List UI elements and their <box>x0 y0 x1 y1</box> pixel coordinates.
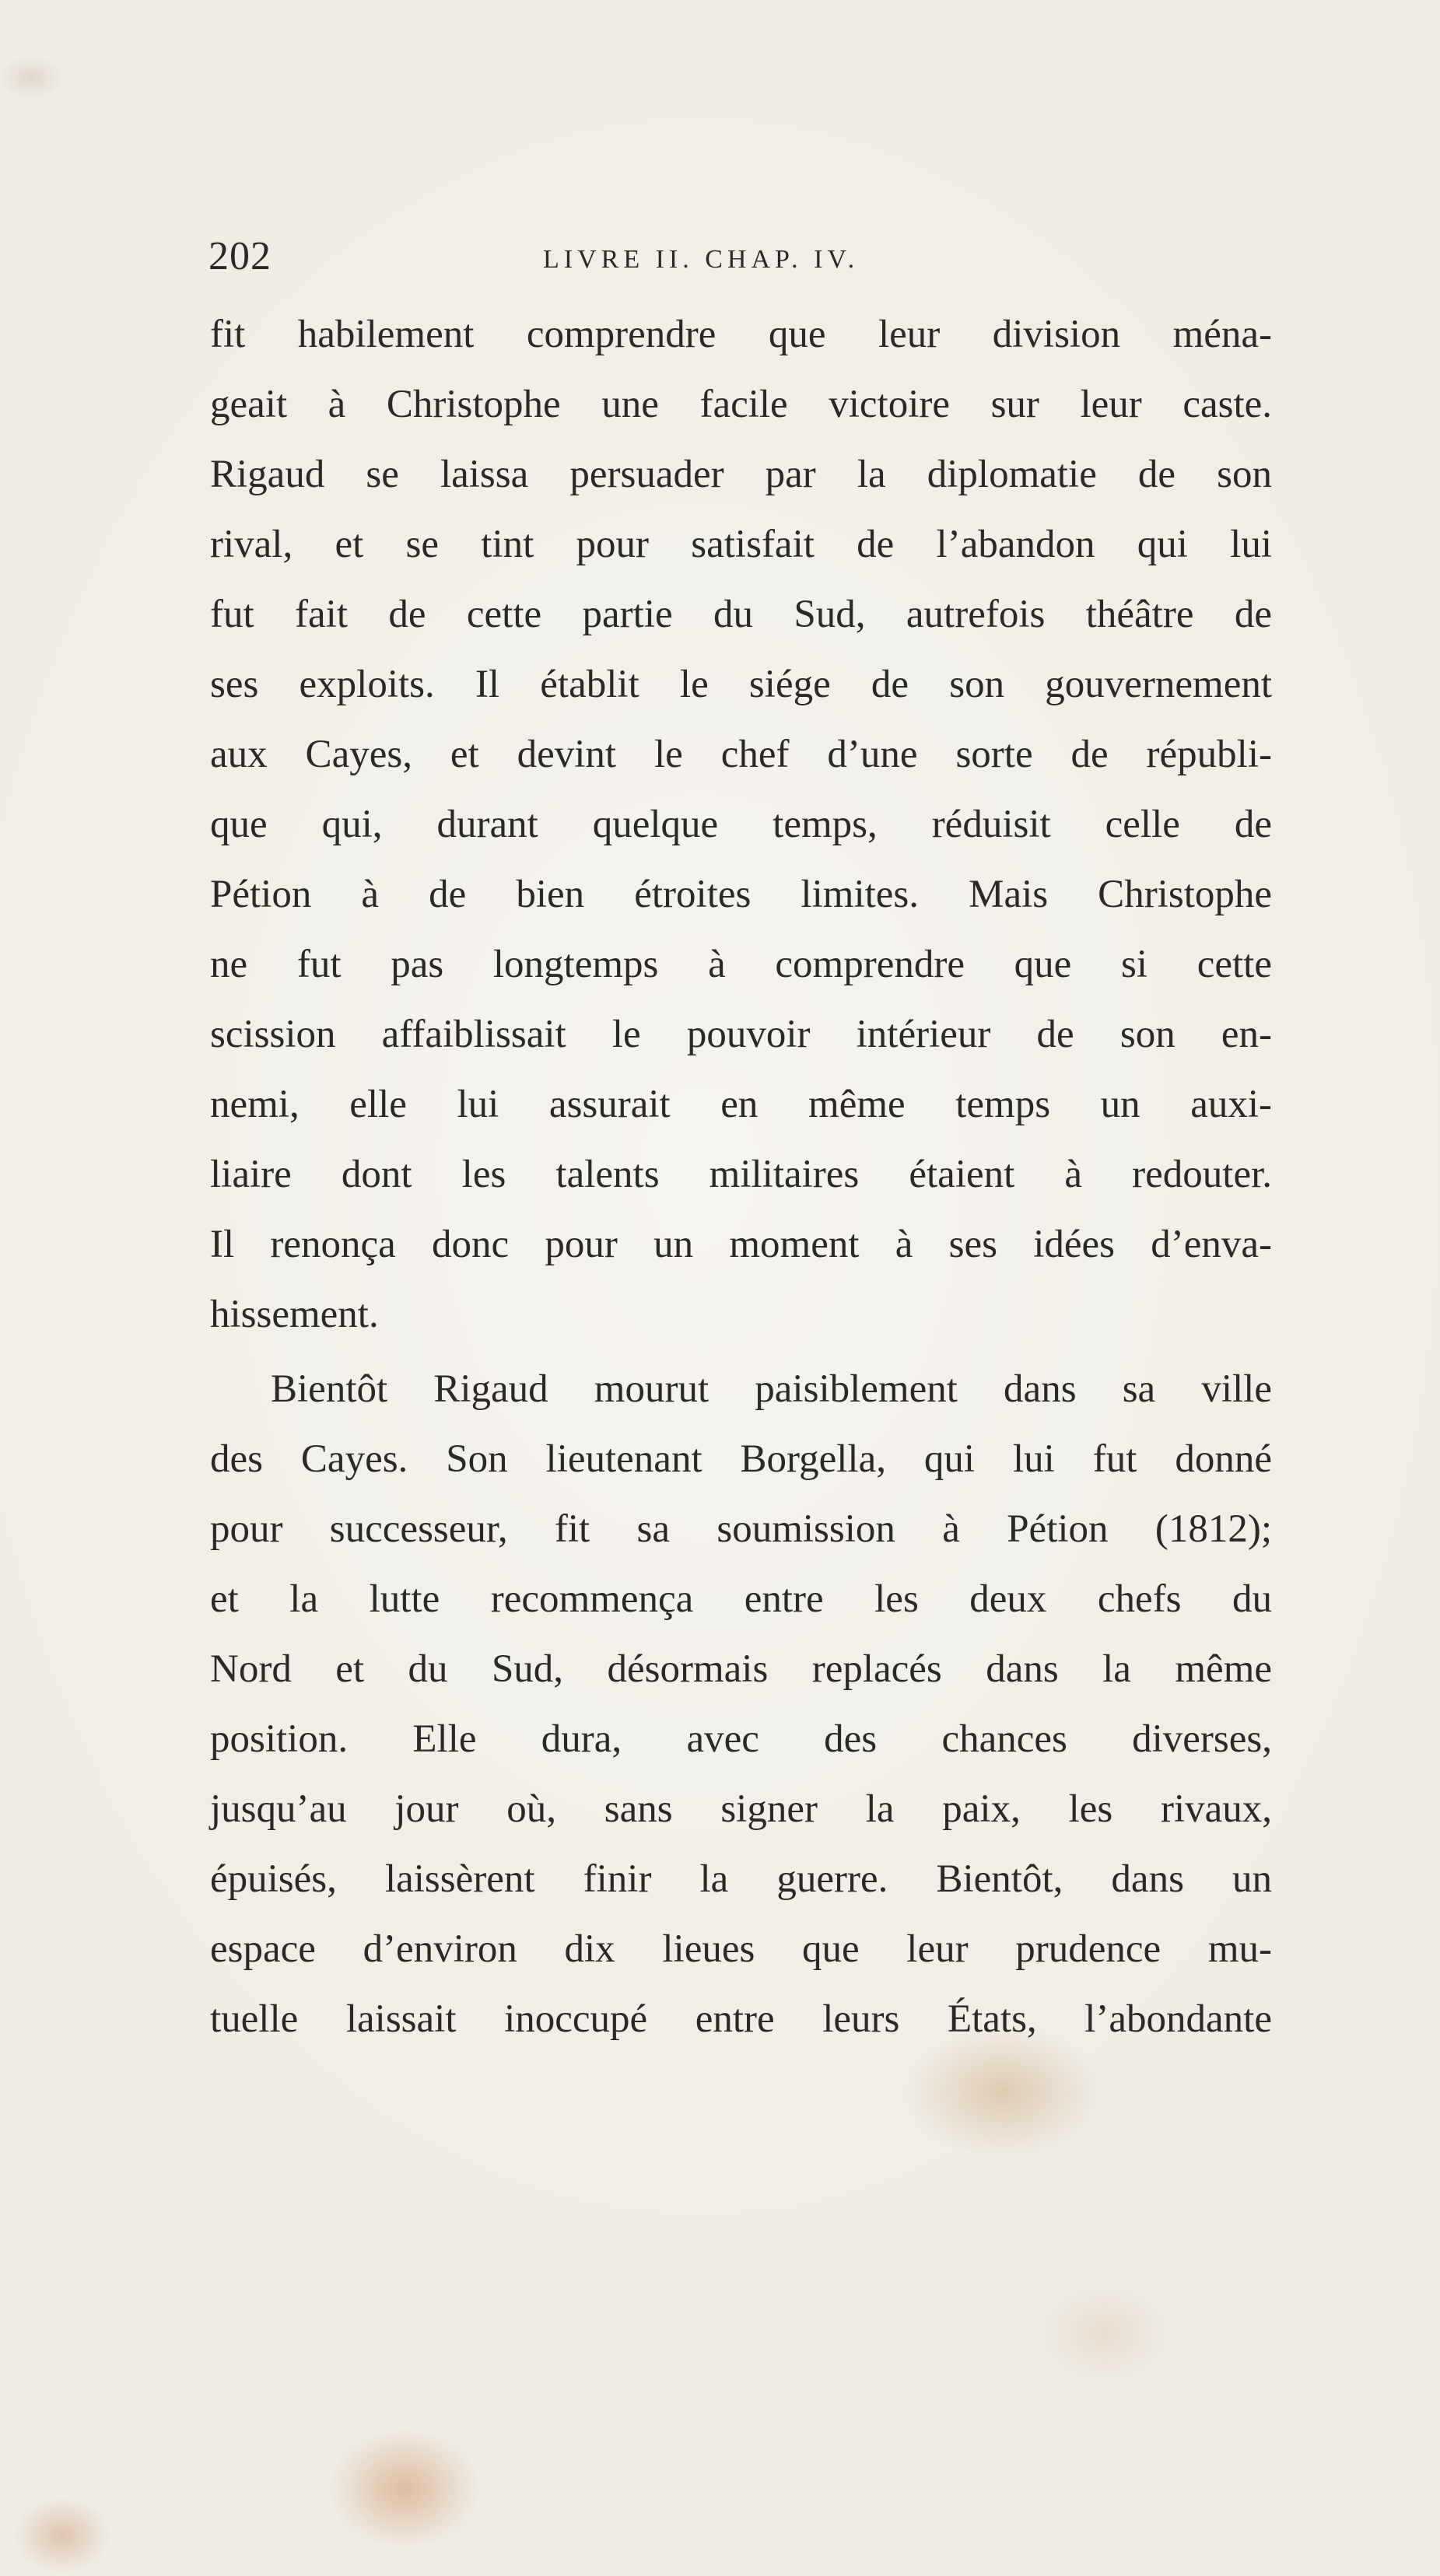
text-line: jusqu’au jour où, sans signer la paix, les rivaux, <box>210 1787 1272 1831</box>
text-line: Pétion à de bien étroites limites. Mais Christophe <box>210 873 1272 916</box>
text-line: Bientôt Rigaud mourut paisiblement dans sa ville <box>271 1367 1272 1411</box>
text-line: position. Elle dura, avec des chances diverses, <box>210 1717 1272 1761</box>
text-line: pour successeur, fit sa soumission à Pétion (1812); <box>210 1507 1272 1551</box>
body-text <box>210 299 1272 2054</box>
text-line: tuelle laissait inoccupé entre leurs États, l’abondante <box>210 1997 1272 2041</box>
text-line: Rigaud se laissa persuader par la diplomatie de son <box>210 453 1272 496</box>
paragraph-2 <box>210 1354 1272 2054</box>
text-line: des Cayes. Son lieutenant Borgella, qui lui fut donné <box>210 1437 1272 1481</box>
text-line: Il renonça donc pour un moment à ses idées d’enva- <box>210 1223 1272 1266</box>
text-line: hissement. <box>210 1293 379 1336</box>
text-line: nemi, elle lui assurait en même temps un auxi- <box>210 1083 1272 1126</box>
text-line: rival, et se tint pour satisfait de l’abandon qui lui <box>210 523 1272 566</box>
text-line: scission affaiblissait le pouvoir intérieur de son en- <box>210 1013 1272 1056</box>
text-line: fut fait de cette partie du Sud, autrefois théâtre de <box>210 593 1272 636</box>
text-line: et la lutte recommença entre les deux chefs du <box>210 1577 1272 1621</box>
text-line: Nord et du Sud, désormais replacés dans la même <box>210 1647 1272 1691</box>
page-number: 202 <box>208 234 272 278</box>
text-line: fit habilement comprendre que leur division ména- <box>210 313 1272 356</box>
text-line: espace d’environ dix lieues que leur prudence mu- <box>210 1927 1272 1971</box>
chapter-heading: LIVRE II. CHAP. IV. <box>543 245 860 274</box>
text-line: ne fut pas longtemps à comprendre que si cette <box>210 943 1272 986</box>
text-line: que qui, durant quelque temps, réduisit celle de <box>210 803 1272 846</box>
text-line: épuisés, laissèrent finir la guerre. Bientôt, dans un <box>210 1857 1272 1901</box>
text-line: ses exploits. Il établit le siége de son gouvernement <box>210 663 1272 706</box>
text-line: aux Cayes, et devint le chef d’une sorte de républi- <box>210 733 1272 776</box>
running-head <box>208 226 1274 288</box>
text-line: liaire dont les talents militaires étaient à redouter. <box>210 1153 1272 1196</box>
paragraph-1 <box>210 299 1272 1349</box>
text-line: geait à Christophe une facile victoire sur leur caste. <box>210 383 1272 426</box>
